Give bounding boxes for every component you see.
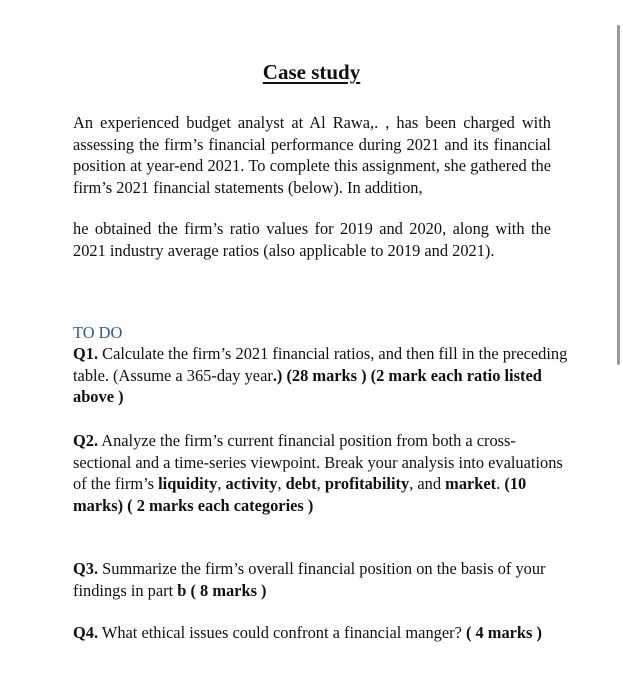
question-2-market: market bbox=[445, 474, 497, 494]
question-2-number: Q2. bbox=[73, 431, 99, 450]
question-1-marks: .) (28 marks ) (2 mark each ratio listed above ) bbox=[73, 365, 542, 407]
question-1 bbox=[73, 343, 568, 408]
question-2-profitability: profitability bbox=[324, 474, 410, 494]
todo-label: TO DO bbox=[73, 323, 123, 342]
question-2-separator: , bbox=[277, 474, 286, 494]
question-2-text: Analyze the firm’s current financial position from both a cross-sectional and a time-series viewpoint. Break your analysis into evaluations of the firm’s bbox=[73, 431, 563, 494]
question-2-debt: debt bbox=[285, 474, 317, 494]
question-2-separator: , bbox=[217, 474, 226, 494]
question-4 bbox=[73, 622, 553, 644]
question-2-marks: (10 marks) ( 2 marks each categories ) bbox=[73, 474, 527, 515]
question-2-separator: , and bbox=[409, 474, 446, 494]
question-4-text: What ethical issues could confront a financial manger? bbox=[98, 623, 466, 642]
vertical-scrollbar[interactable] bbox=[617, 25, 620, 365]
page-title: Case study bbox=[262, 60, 361, 84]
question-4-marks: ( 4 marks ) bbox=[465, 623, 542, 642]
intro-paragraph: An experienced budget analyst at Al Rawa,. , has been charged with assessing the firm’s financial performance during 2021 and its financial position at year-end 2021. To complete this assignment, she gathered the firm’s 2021 financial statements (below). In addition, bbox=[73, 113, 551, 197]
question-2-activity: activity bbox=[225, 474, 278, 494]
question-4-number: Q4. bbox=[73, 623, 99, 642]
intro-paragraph-continued: he obtained the firm’s ratio values for 2019 and 2020, along with the 2021 industry average ratios (also applicable to 2019 and 2021). bbox=[73, 219, 551, 260]
question-2-separator: . bbox=[496, 474, 505, 494]
question-3-number: Q3. bbox=[73, 559, 99, 578]
question-1-number: Q1. bbox=[73, 344, 99, 363]
question-2-separator: , bbox=[316, 474, 325, 494]
question-1-text: Calculate the firm’s 2021 financial ratios, and then fill in the preceding table. (Assume a 365-day year bbox=[73, 344, 568, 385]
question-3 bbox=[73, 558, 568, 601]
question-2 bbox=[73, 430, 573, 516]
question-3-marks: b ( 8 marks ) bbox=[177, 580, 267, 600]
question-2-liquidity: liquidity bbox=[158, 474, 218, 494]
question-3-text: Summarize the firm’s overall financial position on the basis of your findings in part bbox=[73, 559, 546, 600]
